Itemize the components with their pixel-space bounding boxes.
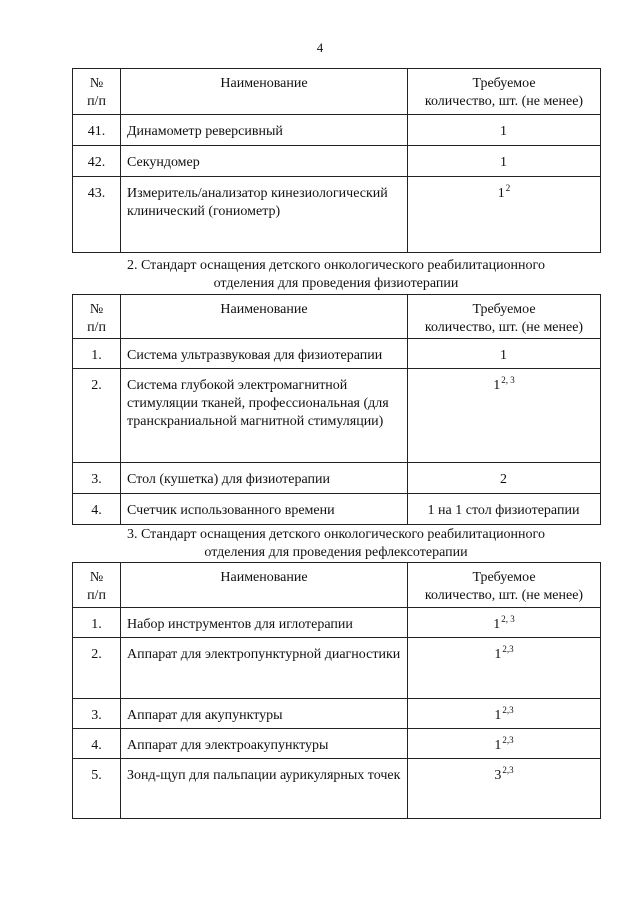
table-row bbox=[73, 339, 601, 369]
header-name: Наименование bbox=[121, 563, 408, 608]
header-name: Наименование bbox=[121, 295, 408, 339]
row-name: Набор инструментов для иглотерапии bbox=[121, 608, 408, 638]
row-number: 2. bbox=[73, 369, 121, 463]
table-row bbox=[73, 177, 601, 253]
row-name: Система ультразвуковая для физиотерапии bbox=[121, 339, 408, 369]
table-row bbox=[73, 638, 601, 699]
equipment-table-1 bbox=[72, 68, 601, 253]
table-header bbox=[73, 295, 601, 339]
row-quantity: 1 на 1 стол физиотерапии bbox=[408, 494, 601, 525]
row-quantity: 1$^{2, 3}$ bbox=[408, 369, 601, 463]
header-quantity: Требуемое количество, шт. (не менее) bbox=[408, 69, 601, 115]
equipment-table-2 bbox=[72, 294, 601, 525]
table-header bbox=[73, 563, 601, 608]
table-row bbox=[73, 463, 601, 494]
page-number: 4 bbox=[316, 40, 324, 55]
row-quantity: 1$^{2,3}$ bbox=[408, 699, 601, 729]
section-3-title: 3. Стандарт оснащения детского онкологического реабилитационного отделения для проведения рефлексотерапии bbox=[127, 527, 545, 560]
table-row bbox=[73, 115, 601, 146]
row-name: Счетчик использованного времени bbox=[121, 494, 408, 525]
table-row bbox=[73, 729, 601, 759]
row-name: Динамометр реверсивный bbox=[121, 115, 408, 146]
row-quantity: 1$^{2,3}$ bbox=[408, 729, 601, 759]
row-name: Система глубокой электромагнитной стимуляции тканей, профессиональная (для транскраниальной магнитной стимуляции) bbox=[121, 369, 408, 463]
table-row bbox=[73, 146, 601, 177]
header-number: № п/п bbox=[73, 295, 121, 339]
row-quantity: $1^2$ bbox=[408, 177, 601, 253]
table-row bbox=[73, 759, 601, 819]
row-number: 42. bbox=[73, 146, 121, 177]
header-quantity: Требуемое количество, шт. (не менее) bbox=[408, 295, 601, 339]
row-quantity: 1 bbox=[408, 115, 601, 146]
row-number: 1. bbox=[73, 608, 121, 638]
row-quantity: 1$^{2,3}$ bbox=[408, 638, 601, 699]
header-quantity: Требуемое количество, шт. (не менее) bbox=[408, 563, 601, 608]
row-name: Измеритель/анализатор кинезиологический клинический (гониометр) bbox=[121, 177, 408, 253]
row-number: 5. bbox=[73, 759, 121, 819]
row-quantity: 1$^{2, 3}$ bbox=[408, 608, 601, 638]
table-row bbox=[73, 369, 601, 463]
row-number: 4. bbox=[73, 729, 121, 759]
row-name: Секундомер bbox=[121, 146, 408, 177]
header-number: № п/п bbox=[73, 563, 121, 608]
equipment-table-3 bbox=[72, 562, 601, 819]
row-quantity: 3$^{2,3}$ bbox=[408, 759, 601, 819]
row-number: 43. bbox=[73, 177, 121, 253]
section-2-title: 2. Стандарт оснащения детского онкологического реабилитационного отделения для проведения физиотерапии bbox=[127, 258, 545, 291]
table-row bbox=[73, 699, 601, 729]
row-number: 4. bbox=[73, 494, 121, 525]
header-name: Наименование bbox=[121, 69, 408, 115]
row-name: Аппарат для электроакупунктуры bbox=[121, 729, 408, 759]
row-name: Аппарат для акупунктуры bbox=[121, 699, 408, 729]
row-number: 3. bbox=[73, 699, 121, 729]
row-quantity: 2 bbox=[408, 463, 601, 494]
table-header bbox=[73, 69, 601, 115]
row-number: 2. bbox=[73, 638, 121, 699]
header-number: № п/п bbox=[73, 69, 121, 115]
table-row bbox=[73, 494, 601, 525]
row-number: 41. bbox=[73, 115, 121, 146]
row-quantity: 1 bbox=[408, 146, 601, 177]
row-quantity: 1 bbox=[408, 339, 601, 369]
row-name: Стол (кушетка) для физиотерапии bbox=[121, 463, 408, 494]
table-row bbox=[73, 608, 601, 638]
row-name: Аппарат для электропунктурной диагностики bbox=[121, 638, 408, 699]
row-name: Зонд-щуп для пальпации аурикулярных точек bbox=[121, 759, 408, 819]
row-number: 3. bbox=[73, 463, 121, 494]
row-number: 1. bbox=[73, 339, 121, 369]
